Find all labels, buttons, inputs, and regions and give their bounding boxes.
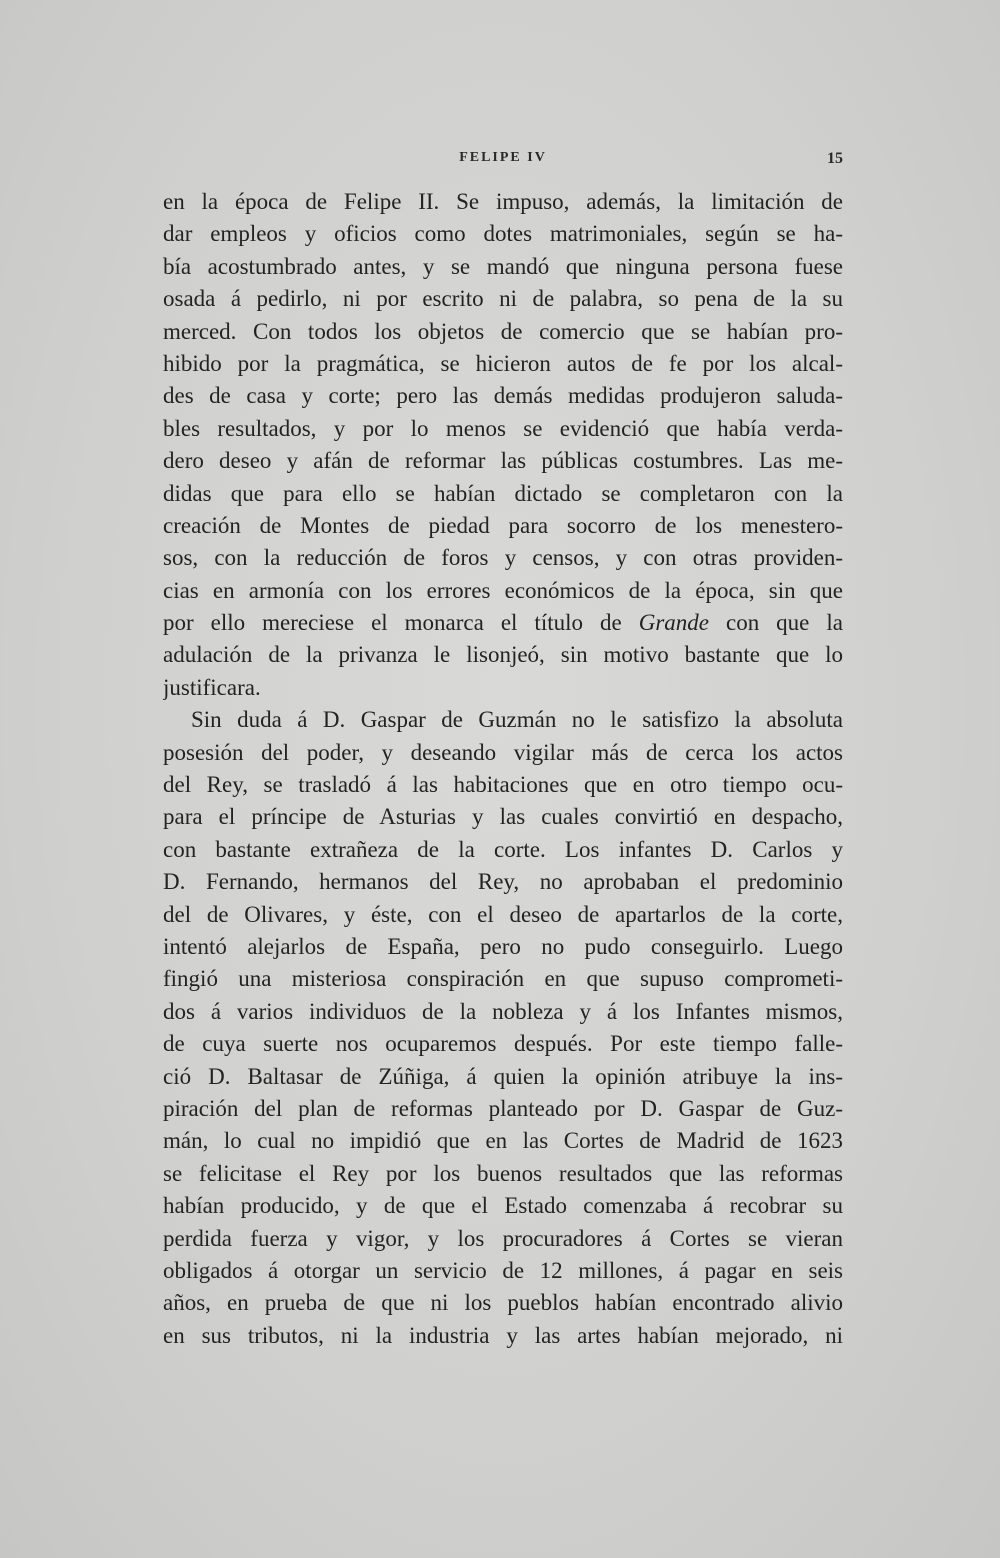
text-line: creación de Montes de piedad para socorro de los menestero-: [163, 512, 843, 538]
body-text: [163, 186, 843, 1352]
text-line: D. Fernando, hermanos del Rey, no aprobaban el predominio: [163, 869, 843, 895]
text-line: ció D. Baltasar de Zúñiga, á quien la opinión atribuye la ins-: [163, 1063, 843, 1089]
running-title: FELIPE IV: [459, 150, 547, 165]
text-line: piración del plan de reformas planteado por D. Gaspar de Guz-: [163, 1095, 843, 1121]
text-line: años, en prueba de que ni los pueblos habían encontrado alivio: [163, 1290, 843, 1316]
text-segment: por ello mereciese el monarca el título de: [163, 610, 639, 636]
text-line: adulación de la privanza le lisonjeó, sin motivo bastante que lo: [163, 642, 843, 668]
text-segment: con que la: [708, 610, 843, 636]
text-line: hibido por la pragmática, se hicieron autos de fe por los alcal-: [163, 350, 843, 376]
text-line: osada á pedirlo, ni por escrito ni de palabra, so pena de la su: [163, 286, 843, 312]
text-line: des de casa y corte; pero las demás medidas produjeron saluda-: [163, 383, 843, 409]
text-line: con bastante extrañeza de la corte. Los infantes D. Carlos y: [163, 836, 843, 862]
text-line: para el príncipe de Asturias y las cuales convirtió en despacho,: [163, 804, 843, 830]
text-line: dar empleos y oficios como dotes matrimoniales, según se ha-: [163, 221, 843, 247]
text-line: bles resultados, y por lo menos se evidenció que había verda-: [163, 415, 843, 441]
italic-word: Grande: [638, 610, 709, 636]
text-line: sos, con la reducción de foros y censos, y con otras providen-: [163, 545, 843, 571]
text-line: dero deseo y afán de reformar las públicas costumbres. Las me-: [163, 448, 843, 474]
text-line: en la época de Felipe II. Se impuso, además, la limitación de: [163, 189, 843, 214]
text-line: didas que para ello se habían dictado se completaron con la: [163, 480, 843, 506]
paragraph-end-line: justificara.: [163, 674, 261, 700]
paragraph-start-line: Sin duda á D. Gaspar de Guzmán no le satisfizo la absoluta: [191, 707, 843, 733]
text-line-with-italic: [163, 607, 843, 639]
text-line: del de Olivares, y éste, con el deseo de apartarlos de la corte,: [163, 901, 843, 927]
text-line: mán, lo cual no impidió que en las Cortes de Madrid de 1623: [163, 1128, 843, 1154]
text-line: merced. Con todos los objetos de comercio que se habían pro-: [163, 318, 843, 344]
text-line: bía acostumbrado antes, y se mandó que ninguna persona fuese: [163, 253, 843, 279]
text-line: del Rey, se trasladó á las habitaciones que en otro tiempo ocu-: [163, 772, 843, 798]
text-line: posesión del poder, y deseando vigilar más de cerca los actos: [163, 739, 843, 765]
text-line: obligados á otorgar un servicio de 12 millones, á pagar en seis: [163, 1257, 843, 1283]
text-line: habían producido, y de que el Estado comenzaba á recobrar su: [163, 1193, 843, 1219]
text-line: intentó alejarlos de España, pero no pudo conseguirlo. Luego: [163, 933, 843, 959]
text-line: en sus tributos, ni la industria y las artes habían mejorado, ni: [163, 1322, 843, 1348]
text-line: se felicitase el Rey por los buenos resultados que las reformas: [163, 1160, 843, 1186]
text-line: perdida fuerza y vigor, y los procuradores á Cortes se vieran: [163, 1225, 843, 1251]
text-line: de cuya suerte nos ocuparemos después. Por este tiempo falle-: [163, 1031, 843, 1057]
text-line: dos á varios individuos de la nobleza y á los Infantes mismos,: [163, 998, 843, 1024]
text-line: fingió una misteriosa conspiración en que supuso comprometi-: [163, 966, 843, 992]
text-line: cias en armonía con los errores económicos de la época, sin que: [163, 577, 843, 603]
running-head: [163, 150, 843, 174]
page-number: 15: [827, 150, 843, 167]
